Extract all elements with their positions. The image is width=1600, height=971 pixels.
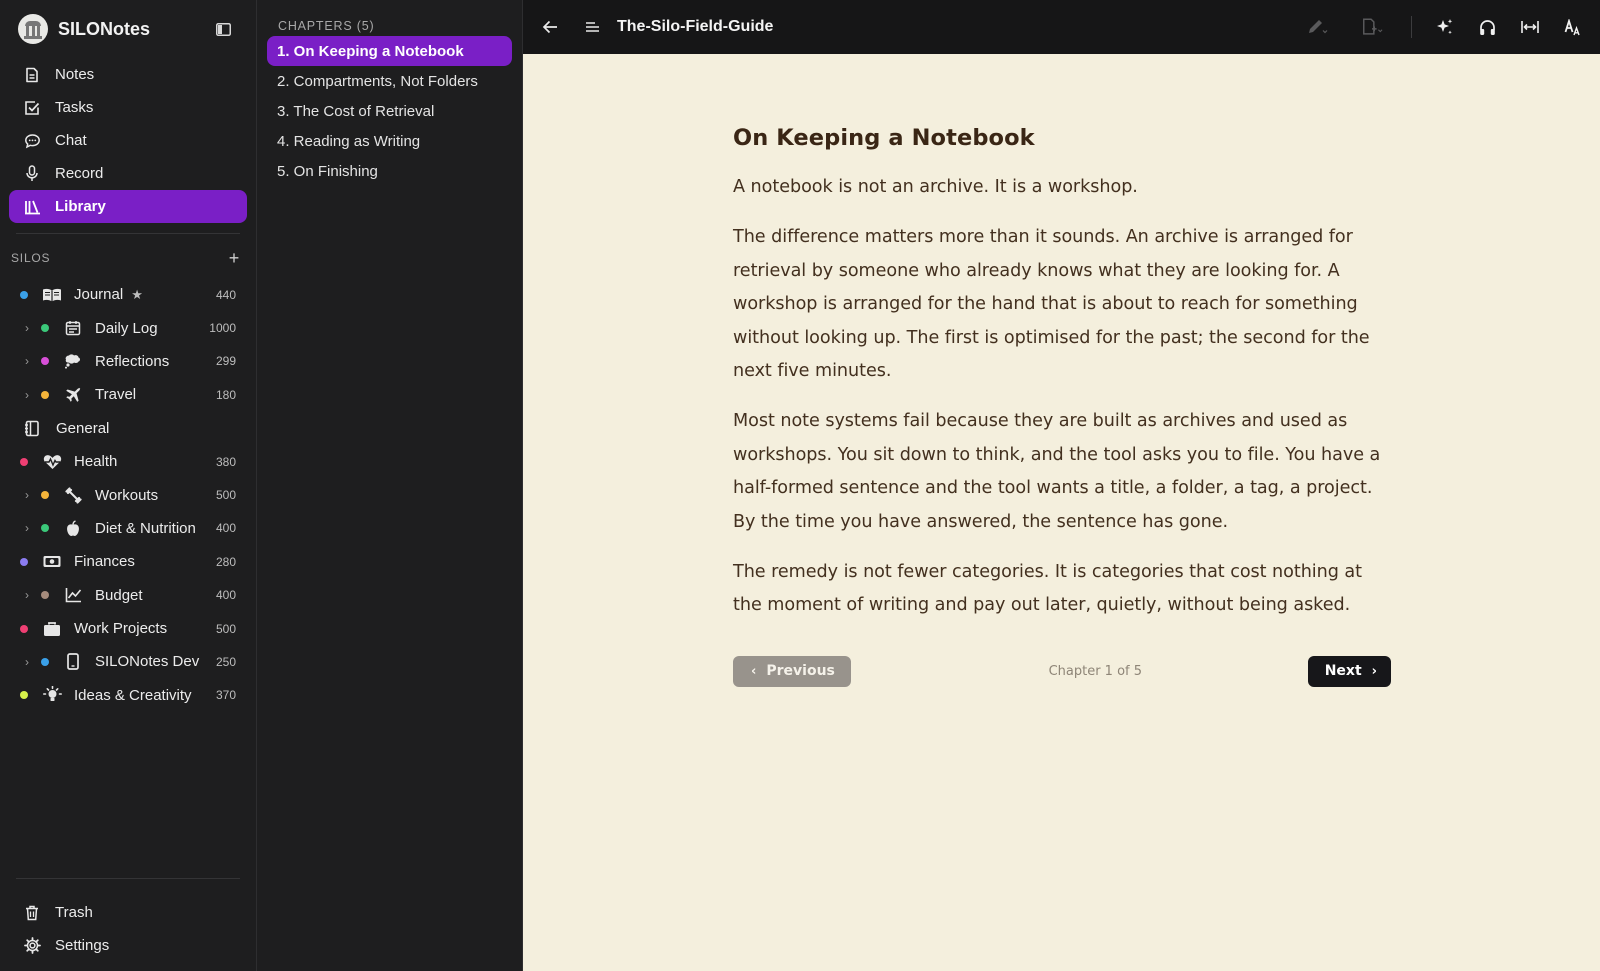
nav-item-chat[interactable]: [9, 124, 247, 157]
book-icon: [42, 286, 62, 304]
silo-diet-nutrition[interactable]: [0, 512, 256, 545]
silo-work-projects[interactable]: [0, 612, 256, 645]
silo-journal[interactable]: [0, 278, 256, 311]
chapter-pager: [733, 656, 1391, 687]
silo-count: 1000: [209, 321, 236, 336]
nav-item-settings[interactable]: [9, 929, 247, 962]
nav-item-label: Record: [55, 165, 104, 182]
trash-icon: [23, 904, 41, 922]
sidebar-toggle-icon[interactable]: [214, 20, 232, 38]
main-nav: [0, 58, 256, 223]
silo-finances[interactable]: [0, 545, 256, 578]
silo-workouts[interactable]: [0, 478, 256, 511]
silo-general[interactable]: [0, 412, 256, 445]
chapter-item[interactable]: 2. Compartments, Not Folders: [277, 72, 478, 90]
reader-toolbar: [523, 0, 1600, 54]
bottom-nav: [9, 896, 247, 962]
silo-count: 440: [215, 287, 236, 302]
silo-color-dot: [20, 291, 28, 299]
silo-count: 180: [215, 387, 236, 402]
chapters-panel: [257, 0, 523, 971]
chevron-right-icon[interactable]: ›: [25, 321, 29, 336]
chevron-right-icon[interactable]: ›: [25, 387, 29, 402]
chapter-list: [257, 36, 522, 186]
silo-list: [0, 278, 256, 712]
silo-count: 500: [215, 621, 236, 636]
silos-title: SILOS: [11, 251, 51, 265]
headphones-icon[interactable]: [1476, 16, 1498, 38]
silo-reflections[interactable]: [0, 345, 256, 378]
paragraph: The remedy is not fewer categories. It is categories that cost nothing at the moment of writing and pay out later, quietly, without being asked.: [733, 562, 1362, 616]
chapters-header: CHAPTERS (5): [278, 19, 375, 33]
thought-icon: [63, 352, 83, 370]
nav-item-tasks[interactable]: [9, 91, 247, 124]
silo-color-dot: [41, 591, 49, 599]
calendar-icon: [63, 319, 83, 337]
silo-color-dot: [41, 391, 49, 399]
nav-item-label: Trash: [55, 904, 93, 921]
next-label: Next: [1324, 663, 1362, 680]
silo-color-dot: [41, 524, 49, 532]
silo-daily-log[interactable]: [0, 311, 256, 344]
divider: [16, 233, 240, 234]
chapter-item[interactable]: 3. The Cost of Retrieval: [277, 102, 435, 120]
nav-item-label: Settings: [55, 937, 110, 954]
silo-count: 400: [215, 521, 236, 536]
next-button[interactable]: [1308, 656, 1391, 687]
silo-silonotes-dev[interactable]: [0, 645, 256, 678]
checkbox-icon: [23, 99, 41, 117]
reader-main: [523, 0, 1600, 971]
microphone-icon: [23, 165, 41, 183]
silo-budget[interactable]: [0, 579, 256, 612]
silo-label: Daily Log: [95, 319, 158, 337]
chapter-article: [733, 54, 1391, 971]
silo-label: Workouts: [95, 486, 159, 504]
silo-count: 500: [215, 488, 236, 503]
chapters-list-icon[interactable]: [581, 16, 603, 38]
edit-pen-icon[interactable]: [1306, 16, 1328, 38]
chapter-indicator: Chapter 1 of 5: [1048, 663, 1143, 679]
plane-icon: [63, 386, 83, 404]
back-arrow-icon[interactable]: [539, 16, 561, 38]
heartbeat-icon: [42, 453, 62, 471]
chart-line-icon: [63, 586, 83, 604]
dumbbell-icon: [63, 486, 83, 504]
toolbar-separator: [1411, 16, 1412, 38]
silo-count: 400: [215, 588, 236, 603]
silo-color-dot: [41, 658, 49, 666]
silo-color-dot: [20, 558, 28, 566]
silo-label: Work Projects: [74, 620, 168, 638]
chapter-heading: On Keeping a Notebook: [733, 125, 1035, 151]
nav-item-label: Chat: [55, 132, 87, 149]
note-icon: [23, 66, 41, 84]
silo-count: 370: [215, 688, 236, 703]
add-silo-icon[interactable]: +: [228, 247, 240, 268]
phone-icon: [63, 653, 83, 671]
star-icon[interactable]: ★: [131, 286, 143, 302]
previous-button[interactable]: [733, 656, 851, 687]
silo-color-dot: [41, 324, 49, 332]
silo-count: 380: [215, 454, 236, 469]
text-size-icon[interactable]: [1562, 16, 1584, 38]
chapter-item[interactable]: 1. On Keeping a Notebook: [267, 36, 512, 66]
silo-label: Diet & Nutrition: [95, 519, 196, 537]
silo-label: Finances: [74, 553, 135, 571]
width-expand-icon[interactable]: [1519, 16, 1541, 38]
sparkle-ai-icon[interactable]: [1433, 16, 1455, 38]
silo-label: Journal: [74, 286, 124, 304]
chevron-right-icon[interactable]: ›: [25, 588, 29, 603]
chevron-right-icon[interactable]: ›: [25, 354, 29, 369]
chat-icon: [23, 132, 41, 150]
nav-item-label: Tasks: [55, 99, 94, 116]
library-icon: [23, 198, 41, 216]
app-logo: [18, 14, 48, 44]
briefcase-icon: [42, 620, 62, 638]
silo-color-dot: [41, 357, 49, 365]
silo-label: SILONotes Dev: [95, 653, 200, 671]
silo-color-dot: [20, 458, 28, 466]
chapter-item[interactable]: 5. On Finishing: [277, 162, 378, 180]
silo-count: 280: [215, 554, 236, 569]
previous-label: Previous: [766, 663, 835, 680]
silo-label: Travel: [95, 386, 137, 404]
silo-count: 250: [215, 654, 236, 669]
silo-color-dot: [20, 691, 28, 699]
nav-item-library[interactable]: [9, 190, 247, 223]
add-to-note-icon[interactable]: [1361, 16, 1383, 38]
silo-label: Reflections: [95, 352, 170, 370]
chevron-right-icon[interactable]: ›: [25, 654, 29, 669]
paragraph: The difference matters more than it sounds. An archive is arranged for retrieval by someone who already knows what they are looking for. A workshop is arranged for the hand that is about to reach for something without looking up. The first is optimised for the past; the second for the next five minutes.: [733, 227, 1370, 382]
silos-header: [0, 238, 256, 278]
apple-icon: [63, 519, 83, 537]
silo-label: General: [56, 419, 110, 437]
app-name: SILONotes: [58, 18, 151, 39]
chapter-item[interactable]: 4. Reading as Writing: [277, 132, 421, 150]
chevron-right-icon: ›: [1371, 663, 1377, 679]
reader-content: [523, 54, 1600, 971]
silo-color-dot: [41, 491, 49, 499]
notebook-icon: [22, 419, 42, 437]
silo-travel[interactable]: [0, 378, 256, 411]
silo-label: Health: [74, 453, 118, 471]
toolbar-actions: [1285, 16, 1584, 38]
silo-label: Ideas & Creativity: [74, 686, 192, 704]
sidebar: [0, 0, 257, 971]
silo-count: 299: [215, 354, 236, 369]
chevron-right-icon[interactable]: ›: [25, 488, 29, 503]
nav-item-trash[interactable]: [9, 896, 247, 929]
silo-ideas-creativity[interactable]: [0, 679, 256, 712]
silo-color-dot: [20, 625, 28, 633]
chevron-left-icon: ‹: [751, 663, 757, 679]
divider: [16, 878, 240, 879]
nav-item-label: Library: [55, 198, 106, 215]
money-icon: [42, 553, 62, 571]
nav-item-notes[interactable]: [9, 58, 247, 91]
nav-item-record[interactable]: [9, 157, 247, 190]
silo-label: Budget: [95, 586, 143, 604]
paragraph: Most note systems fail because they are built as archives and used as workshops. You sit down to think, and the tool asks you to file. You have a half-formed sentence and the tool wants a title, a folder, a tag, a project. By the time you have answered, the sentence has gone.: [733, 411, 1381, 532]
chevron-right-icon[interactable]: ›: [25, 521, 29, 536]
bulb-icon: [42, 686, 62, 704]
document-title: The-Silo-Field-Guide: [617, 18, 774, 35]
gear-icon: [23, 937, 41, 955]
nav-item-label: Notes: [55, 66, 95, 83]
silo-health[interactable]: [0, 445, 256, 478]
paragraph: A notebook is not an archive. It is a workshop.: [733, 177, 1138, 197]
